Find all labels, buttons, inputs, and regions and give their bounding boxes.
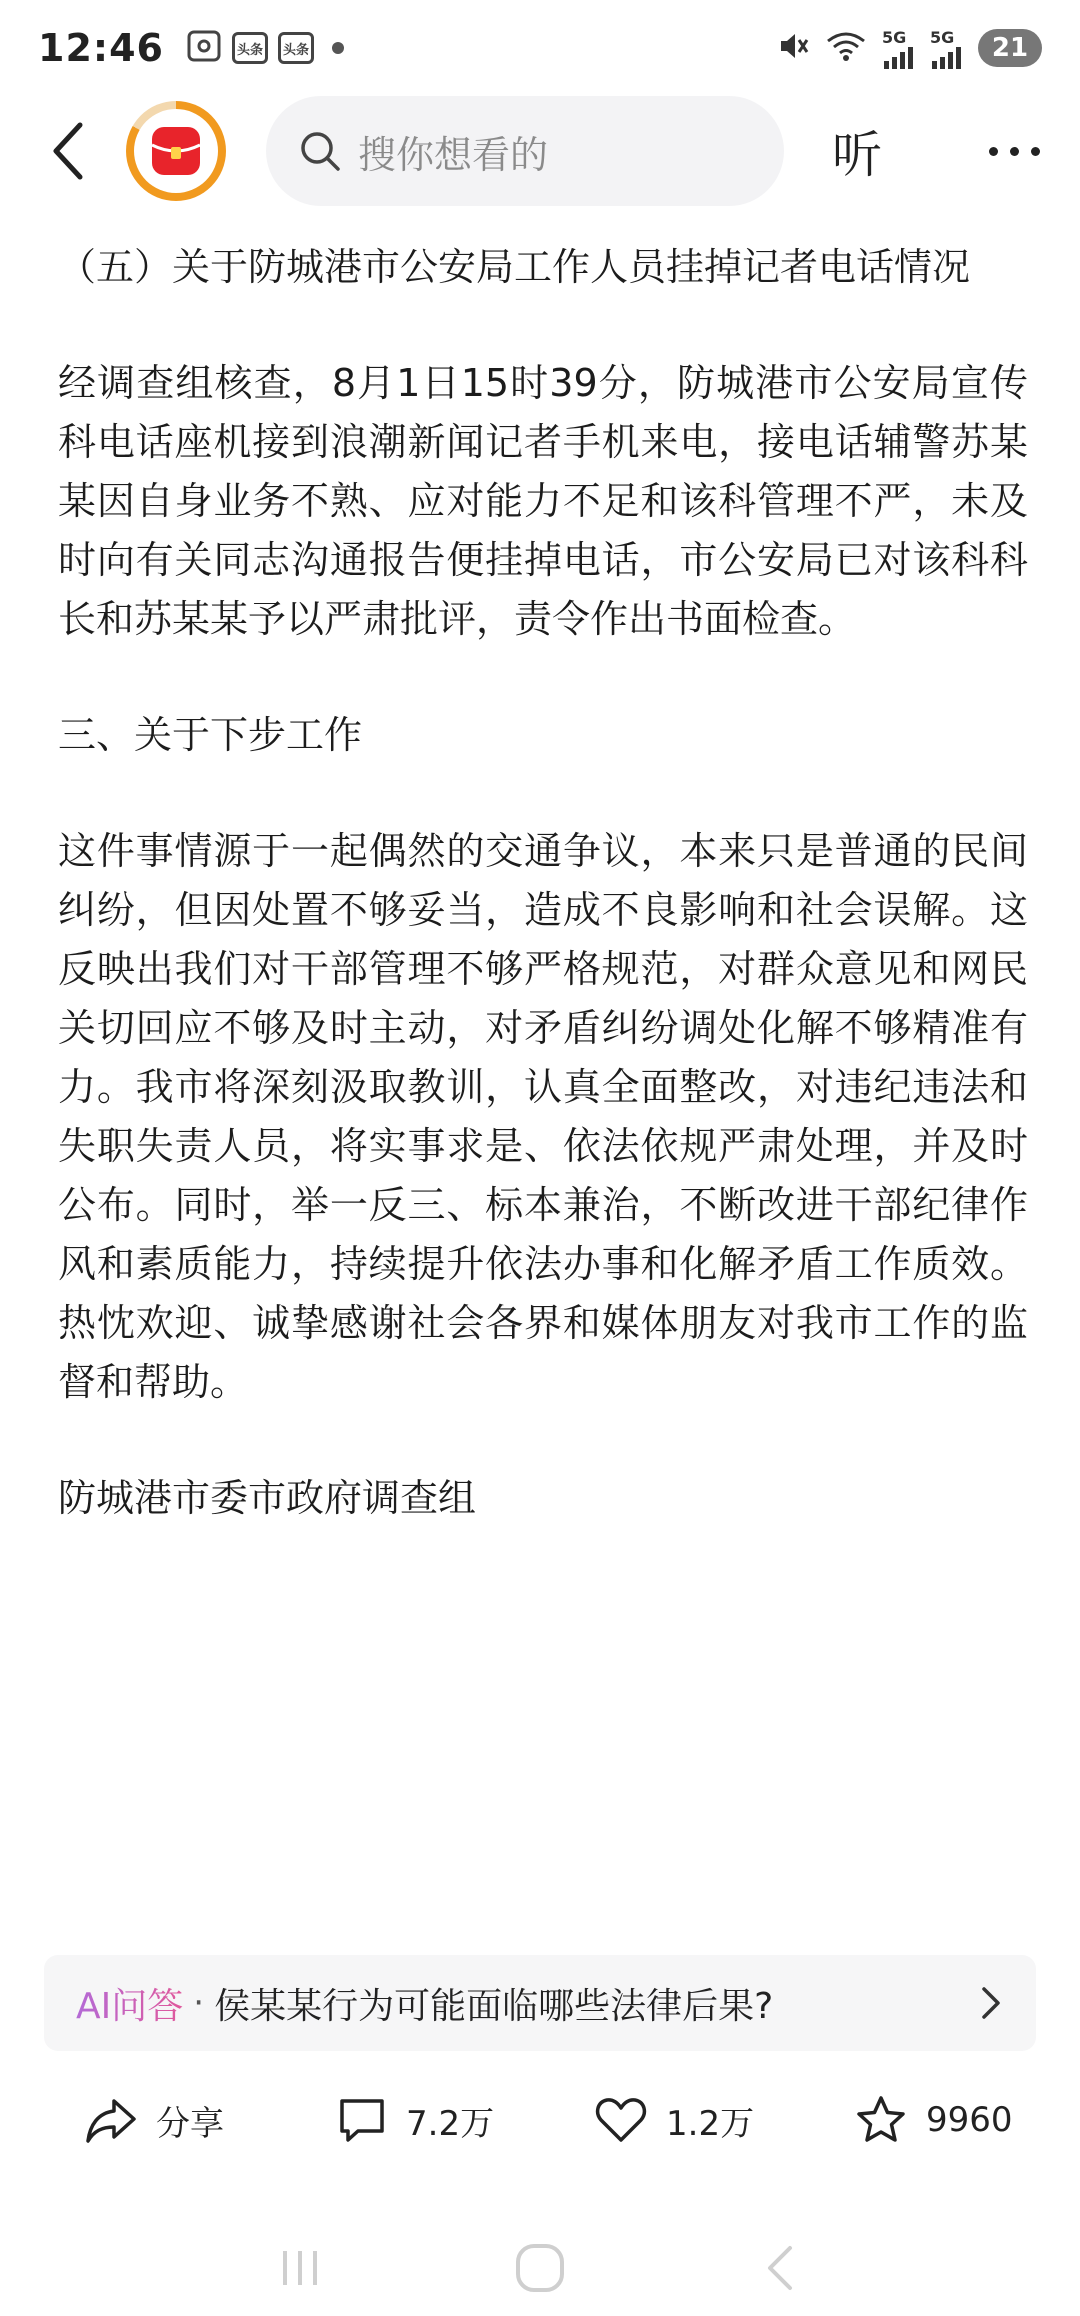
comment-count: 7.2万 [406,2103,495,2144]
battery-icon: 21 [978,29,1042,67]
heart-icon [594,2095,648,2145]
nav-back-icon [760,2240,800,2296]
network-type-label: 5G [882,27,907,47]
publisher-logo-icon [144,119,208,183]
signal-bars-icon [882,47,916,69]
ai-qa-label: AI问答 [76,1978,183,2029]
share-button[interactable] [84,2095,224,2145]
section-heading: （五）关于防城港市公安局工作人员挂掉记者电话情况 [58,245,971,289]
home-icon [512,2240,568,2296]
ai-question-bar[interactable] [44,1955,1036,2051]
signal-2 [930,28,964,69]
chevron-left-icon [48,119,88,183]
star-icon [854,2094,908,2146]
status-bar [0,0,1080,96]
like-button[interactable] [594,2095,754,2145]
like-count: 1.2万 [666,2103,755,2144]
share-icon [84,2095,138,2145]
listen-button[interactable]: 听 [832,126,882,184]
toutiao-badge-icon: 头条 [232,32,268,64]
recent-apps-icon [275,2243,325,2293]
screenshot-icon [186,29,222,67]
system-status-icons [776,28,1042,69]
search-input[interactable] [266,96,784,206]
article-paragraph-2: 这件事情源于一起偶然的交通争议，本来只是普通的民间纠纷，但因处置不够妥当，造成不良影响和社会误解。这反映出我们对干部管理不够严格规范，对群众意见和网民关切回应不够及时主动，对矛盾纠纷调处化解不够精准有力。我市将深刻汲取教训，认真全面整改，对违纪违法和失职失责人员，将实事求是、依法依规严肃处理，并及时公布。同时，举一反三、标本兼治，不断改进干部纪律作风和素质能力，持续提升依法办事和化解矛盾工作质效。热忱欢迎、诚挚感谢社会各界和媒体朋友对我市工作的监督和帮助。 [58,829,1028,1404]
favorite-button[interactable] [854,2094,1013,2146]
share-label: 分享 [156,2103,224,2144]
system-nav-bar [0,2220,1080,2316]
signal-1 [882,28,916,69]
article-paragraph: 经调查组核查，8月1日15时39分，防城港市公安局宣传科电话座机接到浪潮新闻记者手机来电，接电话辅警苏某某因自身业务不熟、应对能力不足和该科管理不严，未及时向有关同志沟通报告便挂掉电话，市公安局已对该科科长和苏某某予以严肃批评，责令作出书面检查。 [58,361,1028,641]
ai-separator: · [193,1983,205,2023]
section-heading-2: 三、关于下步工作 [58,713,363,757]
article-signature: 防城港市委市政府调查组 [58,1476,477,1520]
home-button[interactable] [510,2238,570,2298]
action-bar [0,2070,1080,2170]
toutiao-badge-icon-2: 头条 [278,32,314,64]
nav-back-button[interactable] [750,2238,810,2298]
publisher-avatar[interactable] [126,101,226,201]
ai-suggested-question: 侯某某行为可能面临哪些法律后果? [214,1985,774,2027]
signal-bars-icon-2 [930,47,964,69]
search-icon [298,129,342,173]
notification-icons [186,29,344,67]
more-notifications-dot-icon [332,42,344,54]
search-placeholder: 搜你想看的 [358,132,549,177]
comment-icon [336,2095,388,2145]
more-options-icon[interactable] [989,121,1040,181]
comment-button[interactable] [336,2095,494,2145]
favorite-count: 9960 [926,2100,1013,2140]
article-header [0,96,1080,206]
status-time: 12:46 [38,26,164,70]
article-body [58,238,1028,1585]
mute-icon [776,29,810,67]
network-type-label-2: 5G [930,27,955,47]
recent-apps-button[interactable] [270,2238,330,2298]
chevron-right-icon [976,1983,1006,2023]
back-button[interactable] [40,111,96,191]
publisher-logo [134,109,218,193]
wifi-icon [824,29,868,67]
